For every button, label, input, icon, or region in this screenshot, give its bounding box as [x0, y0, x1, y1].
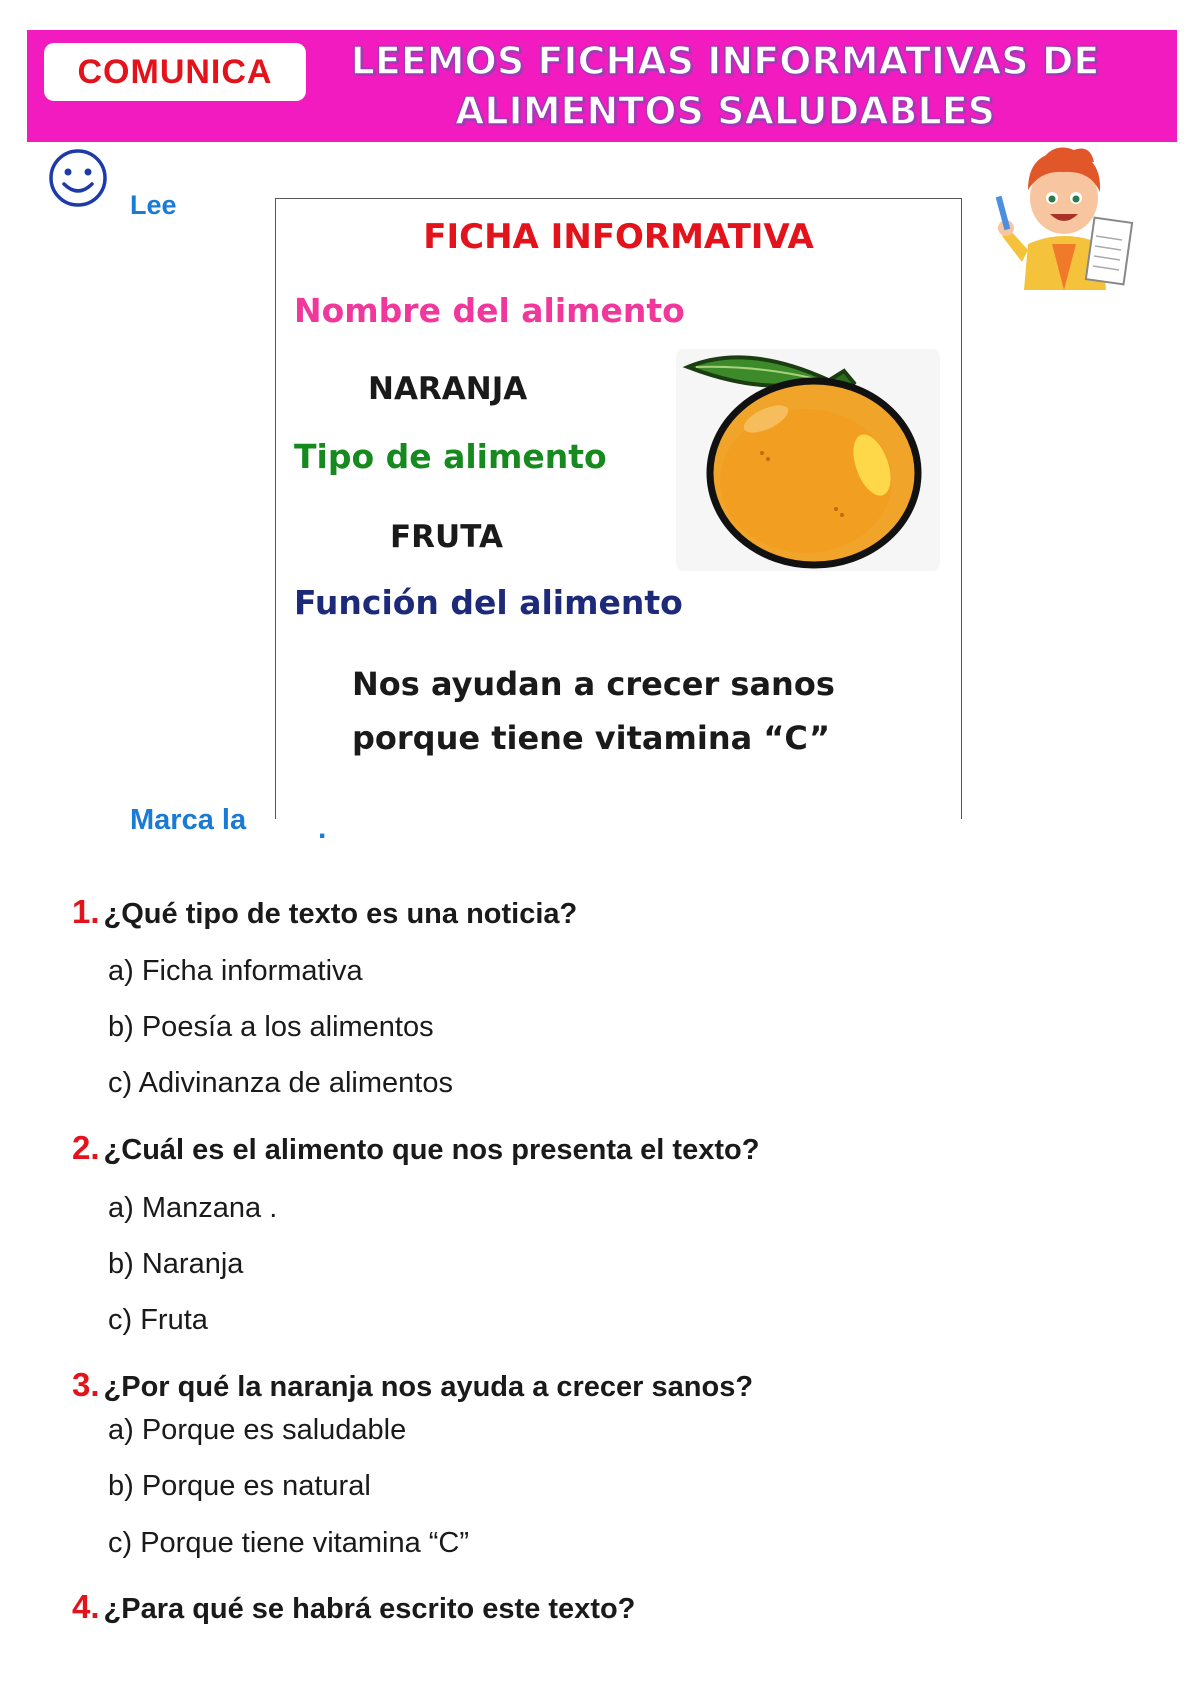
orange-illustration	[676, 349, 940, 571]
question-3-option-b[interactable]: b) Porque es natural	[108, 1470, 371, 1502]
question-1-number: 1.	[72, 893, 100, 930]
question-3	[72, 1366, 753, 1404]
food-name-value: NARANJA	[368, 371, 528, 407]
question-1-option-b[interactable]: b) Poesía a los alimentos	[108, 1011, 434, 1043]
food-function-value	[352, 657, 942, 765]
question-2-number: 2.	[72, 1129, 100, 1166]
food-name-label: Nombre del alimento	[294, 291, 685, 330]
question-1-option-a[interactable]: a) Ficha informativa	[108, 955, 363, 987]
read-instruction: Lee	[130, 190, 177, 220]
question-4	[72, 1588, 635, 1626]
page-title	[330, 36, 1120, 136]
kid-with-notepad-illustration	[994, 140, 1136, 290]
food-function-line-2: porque tiene vitamina “C”	[352, 719, 831, 757]
question-4-number: 4.	[72, 1588, 100, 1625]
food-function-line-1: Nos ayudan a crecer sanos	[352, 665, 835, 703]
question-3-option-c[interactable]: c) Porque tiene vitamina “C”	[108, 1527, 470, 1559]
question-2-option-c[interactable]: c) Fruta	[108, 1304, 208, 1336]
card-title: FICHA INFORMATIVA	[423, 217, 814, 257]
question-2	[72, 1129, 759, 1167]
food-type-value: FRUTA	[390, 519, 503, 555]
mark-instruction-dot: .	[318, 812, 327, 845]
question-3-option-a[interactable]: a) Porque es saludable	[108, 1414, 407, 1446]
subject-badge: COMUNICA	[44, 43, 306, 101]
smiley-icon	[48, 148, 108, 208]
page-title-line-1: LEEMOS FICHAS INFORMATIVAS DE	[350, 39, 1100, 83]
question-2-text: ¿Cuál es el alimento que nos presenta el texto?	[103, 1134, 760, 1166]
page-title-line-2: ALIMENTOS SALUDABLES	[454, 89, 996, 133]
food-type-label: Tipo de alimento	[294, 437, 607, 476]
question-2-option-b[interactable]: b) Naranja	[108, 1248, 244, 1280]
orange-image-frame	[676, 349, 940, 571]
question-4-text: ¿Para qué se habrá escrito este texto?	[103, 1593, 636, 1625]
question-3-number: 3.	[72, 1366, 100, 1403]
food-function-label: Función del alimento	[294, 583, 683, 622]
question-1-text: ¿Qué tipo de texto es una noticia?	[103, 898, 578, 930]
question-1	[72, 893, 577, 931]
question-3-text: ¿Por qué la naranja nos ayuda a crecer sanos?	[103, 1371, 754, 1403]
mark-instruction: Marca la	[130, 804, 247, 836]
question-1-option-c[interactable]: c) Adivinanza de alimentos	[108, 1067, 453, 1099]
info-card	[275, 198, 962, 819]
question-2-option-a[interactable]: a) Manzana .	[108, 1192, 278, 1224]
